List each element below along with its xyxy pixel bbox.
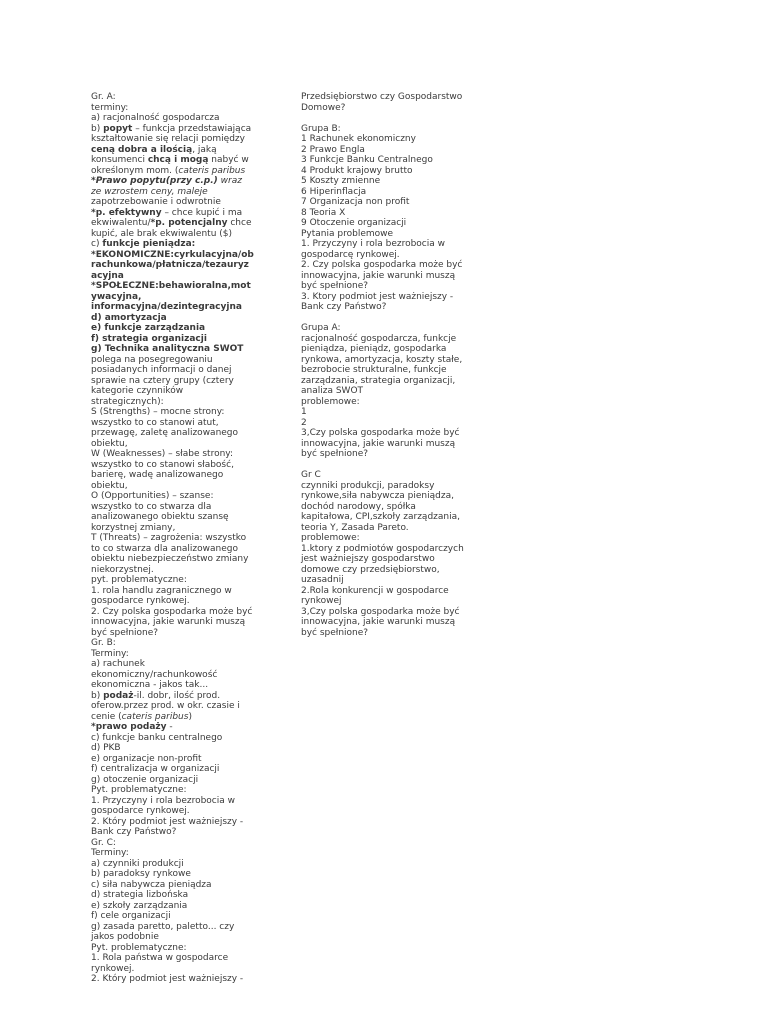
text-segment: funkcje pieniądza: [102, 239, 196, 249]
text-line: obiektu, [91, 438, 128, 449]
text-line: 5 Koszty zmienne [301, 176, 381, 186]
text-line: ekonomiczna - jakos tak... [91, 680, 209, 690]
text-line [91, 155, 261, 166]
text-line: Pytania problemowe [301, 228, 394, 239]
text-line: czynniki produkcji, paradoksy [301, 480, 435, 491]
text-segment: acyjna [91, 270, 124, 281]
text-line: 7 Organizacja non profit [301, 197, 410, 207]
text-line [91, 145, 261, 156]
text-line [91, 302, 261, 313]
text-line: 8 Teoria X [301, 207, 346, 218]
text-line: f) cele organizacji [91, 911, 171, 921]
text-line: problemowe: [301, 396, 360, 407]
text-line: innowacyjna, jakie warunki muszą [301, 617, 456, 627]
text-line: dochód narodowy, spółka [301, 501, 416, 512]
text-line [301, 460, 471, 471]
text-line: rynkowej [301, 596, 342, 606]
text-line: polega na posegregowaniu [91, 354, 213, 365]
text-line: Gr. B: [91, 638, 116, 648]
text-line: 1. Przyczyny i rola bezrobocia w [301, 239, 445, 249]
text-line: 1 [301, 407, 307, 417]
text-segment: cateris paribus [178, 165, 246, 176]
text-line: oferow.przez prod. w okr. czasie i [91, 701, 240, 711]
text-line [91, 218, 261, 229]
text-line [91, 712, 261, 723]
text-line: rynkowej. [91, 963, 135, 974]
right-text-column [301, 92, 471, 638]
text-line: jest ważniejszy gospodarstwo [301, 554, 435, 564]
text-segment: – funkcja przedstawiająca [132, 123, 252, 134]
text-segment: rachunkowa/płatnicza/tezauryz [91, 260, 249, 270]
text-line [91, 292, 261, 303]
text-line: analiza SWOT [301, 386, 364, 396]
text-line: obiektu niebezpieczeństwo zmiany [91, 554, 249, 564]
text-line [91, 271, 261, 282]
text-line: 3,Czy polska gospodarka może być [301, 606, 460, 617]
text-line: T (Threats) – zagrożenia: wszystko [91, 533, 247, 543]
text-line: Przedsiębiorstwo czy Gospodarstwo [301, 92, 463, 102]
text-line: e) szkoły zarządzania [91, 900, 188, 911]
text-segment: ze wzrostem ceny, maleje [91, 186, 208, 197]
text-line: 6 Hiperinflacja [301, 186, 367, 197]
text-line: zapotrzebowanie i odwrotnie [91, 197, 221, 207]
text-line: g) otoczenie organizacji [91, 774, 199, 785]
text-segment: – chce kupić i ma [161, 207, 243, 218]
text-line: innowacyjna, jakie warunki muszą [91, 617, 246, 627]
text-line: 1.ktory z podmiotów gospodarczych [301, 543, 464, 554]
text-line: Grupa B: [301, 123, 341, 134]
text-line: ekonomiczny/rachunkowość [91, 669, 218, 680]
text-segment: ceną dobra a ilością [91, 144, 193, 155]
text-line: Gr. A: [91, 92, 116, 102]
text-line: kupić, ale brak ekwiwalentu ($) [91, 228, 233, 239]
text-line [91, 124, 261, 135]
text-line: 1. Przyczyny i rola bezrobocia w [91, 795, 235, 806]
text-segment: cateris paribus [121, 711, 189, 722]
text-line: jakos podobnie [91, 932, 159, 942]
text-line [91, 239, 261, 250]
text-line: 2. Który podmiot jest ważniejszy - [91, 974, 244, 984]
text-segment: wraz [217, 176, 242, 186]
text-segment: ywacyjna, [91, 291, 142, 302]
text-segment: podaż [103, 690, 134, 701]
text-line [301, 313, 471, 324]
text-line: Pyt. problematyczne: [91, 785, 187, 795]
text-line: O (Opportunities) – szanse: [91, 491, 214, 501]
text-line: problemowe: [301, 533, 360, 543]
text-line: Bank czy Państwo? [301, 302, 387, 312]
text-line: Grupa A: [301, 323, 341, 333]
text-segment: określonym mom. ( [91, 165, 179, 176]
text-segment: d) amortyzacja [91, 312, 167, 323]
text-segment: nabyć w [208, 155, 249, 165]
text-segment: c) [91, 239, 103, 249]
text-line: a) rachunek [91, 659, 145, 669]
text-line: uzasadnij [301, 575, 344, 585]
text-line: obiektu, [91, 480, 128, 491]
text-line: Gr C [301, 470, 321, 480]
text-line: wszystko to co stanowi atut, [91, 417, 219, 428]
text-line: g) zasada paretto, paletto... czy [91, 921, 235, 932]
text-segment: g) Technika analityczna SWOT [91, 344, 244, 354]
text-line [91, 313, 261, 324]
text-line: 2 [301, 417, 307, 428]
text-line [91, 281, 261, 292]
text-line: c) funkcje banku centralnego [91, 732, 223, 743]
text-line: wszystko to co stanowi słabość, [91, 459, 234, 470]
text-line: Bank czy Państwo? [91, 827, 177, 837]
text-line: kształtowanie się relacji pomiędzy [91, 134, 245, 144]
text-segment: ekwiwalentu/ [91, 218, 151, 228]
text-line: gospodarce rynkowej. [91, 596, 190, 606]
text-line: 3,Czy polska gospodarka może być [301, 428, 460, 438]
text-line: analizowanego obiektu szansę [91, 512, 229, 522]
text-line: Terminy: [91, 648, 129, 659]
text-segment: chcą i mogą [147, 155, 209, 165]
left-text-column [91, 92, 261, 985]
text-line: a) czynniki produkcji [91, 858, 184, 869]
text-line: innowacyjna, jakie warunki muszą [301, 270, 456, 281]
text-line: 1. rola handlu zagranicznego w [91, 585, 232, 596]
text-segment: *EKONOMICZNE:cyrkulacyjna/ob [91, 249, 254, 260]
text-line: być spełnione? [91, 627, 159, 638]
text-line: 2 Prawo Engla [301, 144, 365, 155]
text-line [91, 334, 261, 345]
text-line: barierę, wadę analizowanego [91, 470, 224, 480]
text-line: 3. Ktory podmiot jest ważniejszy - [301, 291, 454, 302]
text-line: strategicznych): [91, 396, 164, 407]
text-segment: *p. potencjalny [150, 218, 228, 228]
text-line: 1 Rachunek ekonomiczny [301, 134, 416, 144]
text-line: rynkowa, amortyzacja, koszty stałe, [301, 354, 463, 365]
text-line: domowe czy przedsiębiorstwo, [301, 564, 440, 575]
text-line: kapitałowa, CPI,szkoły zarządzania, [301, 512, 460, 522]
text-line: 2. Który podmiot jest ważniejszy - [91, 816, 244, 827]
text-line: kategorie czynników [91, 386, 184, 396]
text-segment: popyt [103, 123, 133, 134]
text-line: Terminy: [91, 848, 129, 858]
text-line: 4 Produkt krajowy brutto [301, 165, 413, 176]
text-segment: cenie ( [91, 711, 122, 722]
text-line: Domowe? [301, 102, 346, 113]
text-line: 1. Rola państwa w gospodarce [91, 953, 229, 963]
text-line [91, 166, 261, 177]
text-line: 2. Czy polska gospodarka może być [91, 606, 253, 617]
text-line: 9 Otoczenie organizacji [301, 218, 407, 228]
text-line: S (Strengths) – mocne strony: [91, 407, 225, 417]
text-line: niekorzystnej. [91, 564, 154, 575]
text-line [91, 176, 261, 187]
text-line: teoria Y, Zasada Pareto. [301, 522, 409, 533]
text-line: być spełnione? [301, 281, 369, 291]
text-line [301, 113, 471, 124]
text-line: Pyt. problematyczne: [91, 942, 187, 953]
text-line [91, 187, 261, 198]
text-line: to co stwarza dla analizowanego [91, 543, 238, 554]
text-segment: konsumenci [91, 155, 148, 165]
text-line: f) centralizacja w organizacji [91, 764, 220, 774]
text-segment: f) strategia organizacji [91, 333, 207, 344]
text-line: d) strategia lizbońska [91, 890, 189, 900]
text-line: przewagę, zaletę analizowanego [91, 428, 239, 438]
text-line: pieniądza, pieniądz, gospodarka [301, 344, 447, 354]
text-line [91, 722, 261, 733]
text-line: 2. Czy polska gospodarka może być [301, 260, 463, 270]
text-line: pyt. problematyczne: [91, 575, 187, 585]
text-line: rynkowe,siła nabywcza pieniądza, [301, 491, 454, 501]
text-segment: *prawo podaży [91, 722, 167, 732]
text-line: posiadanych informacji o danej [91, 365, 232, 375]
text-line: W (Weaknesses) – słabe strony: [91, 449, 233, 459]
text-line [91, 323, 261, 334]
text-line: innowacyjna, jakie warunki muszą [301, 438, 456, 449]
text-line: korzystnej zmiany, [91, 522, 176, 533]
text-line: być spełnione? [301, 449, 369, 459]
text-segment: *SPOŁECZNE:behawioralna,mot [91, 281, 251, 291]
text-line: e) organizacje non-profit [91, 753, 202, 764]
text-line: zarządzania, strategia organizacji, [301, 375, 456, 386]
text-line: być spełnione? [301, 627, 369, 638]
text-line: b) paradoksy rynkowe [91, 869, 191, 879]
text-line: d) PKB [91, 743, 121, 753]
text-segment: -il. dobr, ilość prod. [133, 690, 221, 701]
text-line: wszystko to co stwarza dla [91, 501, 212, 512]
text-segment: ) [188, 711, 192, 722]
text-segment: informacyjna/dezintegracyjna [91, 302, 242, 312]
text-line: c) siła nabywcza pieniądza [91, 879, 212, 890]
text-segment: *Prawo popytu(przy c.p.) [91, 176, 218, 186]
text-segment: chce [227, 218, 252, 228]
text-line [91, 250, 261, 261]
text-line: Gr. C: [91, 837, 116, 848]
text-line: gospodarce rynkowej. [91, 806, 190, 816]
text-line: 3 Funkcje Banku Centralnego [301, 155, 433, 165]
text-line: terminy: [91, 102, 129, 113]
text-line: bezrobocie strukturalne, funkcje [301, 365, 447, 375]
text-line: gospodarcę rynkowej. [301, 249, 400, 260]
text-line: a) racjonalność gospodarcza [91, 113, 220, 123]
text-line [91, 260, 261, 271]
text-line [91, 208, 261, 219]
text-segment: e) funkcje zarządzania [91, 323, 206, 333]
text-line: sprawie na cztery grupy (cztery [91, 375, 234, 386]
text-line: 2.Rola konkurencji w gospodarce [301, 585, 449, 596]
text-segment: b) [91, 690, 104, 701]
text-segment: , jaką [192, 144, 217, 155]
text-line: racjonalność gospodarcza, funkcje [301, 333, 457, 344]
text-line [91, 691, 261, 702]
text-segment: b) [91, 123, 104, 134]
text-segment: - [166, 722, 173, 732]
text-segment: *p. efektywny [91, 207, 162, 218]
text-line [91, 344, 261, 355]
